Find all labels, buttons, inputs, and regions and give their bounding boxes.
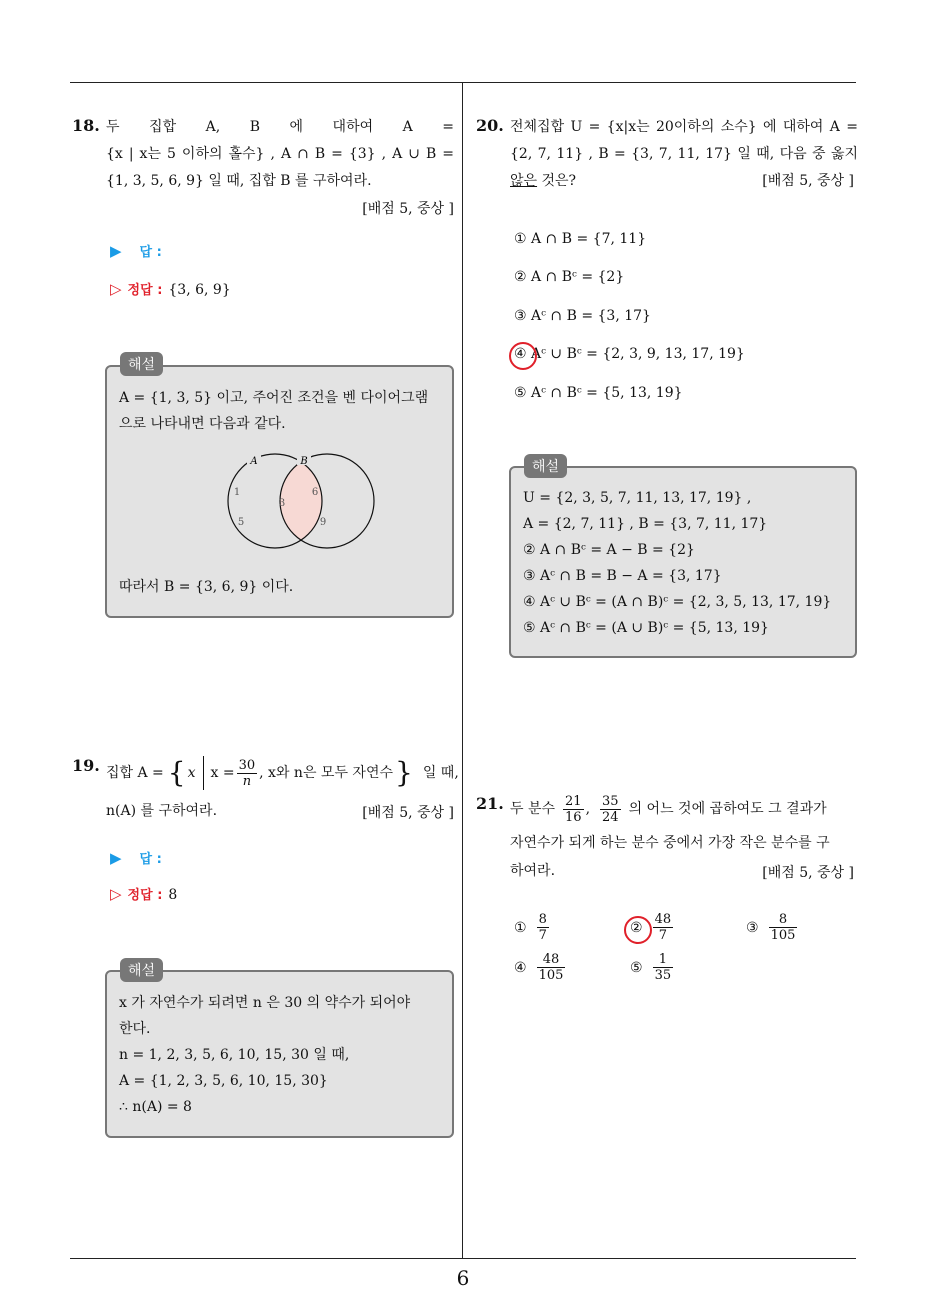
q20-explanation-box xyxy=(509,466,857,658)
q20-choice-4[interactable]: ④ Aᶜ ∪ Bᶜ = {2, 3, 9, 13, 17, 19} xyxy=(514,346,745,362)
q18-explanation-tag: 해설 xyxy=(120,352,163,376)
q19-exp1: x 가 자연수가 되려면 n 은 30 의 약수가 되어야 xyxy=(119,995,411,1011)
q21-post: 의 어느 것에 곱하여도 그 결과가 xyxy=(628,801,827,817)
q20-exp3: ② A ∩ Bᶜ = A − B = {2} xyxy=(523,542,695,558)
q18-exp2: 으로 나타내면 다음과 같다. xyxy=(119,416,286,432)
q21-choice-2-fraction: $\frac{48}{7}$ xyxy=(654,912,672,943)
q21-choice-1-fraction: $\frac{8}{7}$ xyxy=(538,912,547,943)
q19-line2: n(A) 를 구하여라. xyxy=(106,803,218,819)
q19-number: 19. xyxy=(72,756,100,775)
q18-answer-row xyxy=(110,241,162,260)
correct-label: 정답 : xyxy=(127,888,163,903)
q20-exp6: ⑤ Aᶜ ∩ Bᶜ = (A ∪ B)ᶜ = {5, 13, 19} xyxy=(523,620,769,636)
q19-answer-row xyxy=(110,848,162,867)
venn-elem-9: 9 xyxy=(319,517,327,528)
bottom-rule xyxy=(70,1258,856,1259)
q20-meta: [배점 5, 중상 ] xyxy=(762,173,854,189)
page-number: 6 xyxy=(456,1266,470,1290)
q18-line1: 두 집합 A, B 에 대하여 A = xyxy=(106,119,454,135)
q18-exp3: 따라서 B = {3, 6, 9} 이다. xyxy=(119,579,294,595)
q20-line2: {2, 7, 11} , B = {3, 7, 11, 17} 일 때, 다음 중 옳지 xyxy=(510,146,858,162)
q21-line2: 자연수가 되게 하는 분수 중에서 가장 작은 분수를 구 xyxy=(510,835,830,851)
q18-line2: {x | x는 5 이하의 홀수} , A ∩ B = {3} , A ∪ B = xyxy=(106,146,454,162)
q20-number: 20. xyxy=(476,116,504,135)
q19-cond-pre: x = xyxy=(210,764,235,781)
q19-exp3: n = 1, 2, 3, 5, 6, 10, 15, 30 일 때, xyxy=(119,1047,350,1063)
q19-exp4: A = {1, 2, 3, 5, 6, 10, 15, 30} xyxy=(119,1073,328,1089)
venn-label-b: B xyxy=(300,456,308,467)
q20-line3: 않은 것은? xyxy=(510,173,577,189)
q21-choice-5[interactable]: ⑤ $\frac{1}{35}$ xyxy=(630,952,672,983)
q21-meta: [배점 5, 중상 ] xyxy=(762,865,854,881)
answer-label: 답 : xyxy=(139,852,162,867)
q21-line1: 두 분수 $\frac{21}{16}$ , $\frac{35}{24}$ 의 어느 것에 곱하여도 그 결과가 xyxy=(510,794,827,825)
q19-brace-x: x xyxy=(187,764,196,781)
q19-line1: 집합 A = { x x = $\frac{30}{n}$ , x와 n은 모두 자연수 } 일 때, xyxy=(106,756,459,789)
q21-choice-1[interactable]: ① $\frac{8}{7}$ xyxy=(514,912,547,943)
q19-fraction: $\frac{30}{n}$ xyxy=(238,757,256,789)
q21-choice-4-fraction: $\frac{48}{105}$ xyxy=(538,952,564,983)
play-icon: ▶ xyxy=(110,849,122,867)
venn-elem-1: 1 xyxy=(233,487,241,498)
venn-elem-5: 5 xyxy=(237,517,245,528)
q20-underline-word: 않은 xyxy=(510,173,538,189)
q19-correct-row xyxy=(110,884,177,903)
q21-number: 21. xyxy=(476,794,504,813)
correct-value: 8 xyxy=(168,887,178,903)
outline-play-icon: ▷ xyxy=(110,280,122,298)
q18-text xyxy=(106,114,454,195)
q20-exp4: ③ Aᶜ ∩ B = B − A = {3, 17} xyxy=(523,568,722,584)
q20-exp1: U = {2, 3, 5, 7, 11, 13, 17, 19} , xyxy=(523,490,752,506)
q21-line3: 하여라. xyxy=(510,863,556,879)
correct-label: 정답 : xyxy=(127,283,163,298)
q18-exp1: A = {1, 3, 5} 이고, 주어진 조건을 벤 다이어그램 xyxy=(119,390,429,406)
q20-choice-2[interactable]: ② A ∩ Bᶜ = {2} xyxy=(514,269,625,285)
play-icon: ▶ xyxy=(110,242,122,260)
q18-correct-row xyxy=(110,279,231,298)
q19-cond-post: , x와 n은 모두 자연수 xyxy=(259,764,393,781)
selected-answer-circle xyxy=(624,916,652,944)
q18-number: 18. xyxy=(72,116,100,135)
answer-label: 답 : xyxy=(139,245,162,260)
venn-elem-6: 6 xyxy=(311,487,319,498)
q18-line3: {1, 3, 5, 6, 9} 일 때, 집합 B 를 구하여라. xyxy=(106,173,372,189)
q19-meta: [배점 5, 중상 ] xyxy=(362,805,454,821)
q20-exp2: A = {2, 7, 11} , B = {3, 7, 11, 17} xyxy=(523,516,768,532)
q19-pre: 집합 A = xyxy=(106,764,164,781)
selected-answer-circle xyxy=(509,342,537,370)
q19-exp5: ∴ n(A) = 8 xyxy=(119,1099,192,1115)
q19-exp2: 한다. xyxy=(119,1021,151,1037)
q20-choice-5[interactable]: ⑤ Aᶜ ∩ Bᶜ = {5, 13, 19} xyxy=(514,385,683,401)
q18-meta: [배점 5, 중상 ] xyxy=(362,201,454,217)
venn-diagram xyxy=(107,453,452,563)
q21-fraction-2: $\frac{35}{24}$ xyxy=(602,794,619,825)
q20-choice-1[interactable]: ① A ∩ B = {7, 11} xyxy=(514,231,647,247)
outline-play-icon: ▷ xyxy=(110,885,122,903)
venn-elem-3: 3 xyxy=(278,498,286,509)
q18-explanation-box xyxy=(105,365,454,618)
top-rule xyxy=(70,82,856,83)
q21-choice-3-fraction: $\frac{8}{105}$ xyxy=(770,912,796,943)
q20-exp5: ④ Aᶜ ∪ Bᶜ = (A ∩ B)ᶜ = {2, 3, 5, 13, 17, 19} xyxy=(523,594,832,610)
q21-choice-3[interactable]: ③ $\frac{8}{105}$ xyxy=(746,912,796,943)
q19-post: 일 때, xyxy=(422,764,459,781)
q20-explanation-tag: 해설 xyxy=(524,454,567,478)
venn-label-a: A xyxy=(250,456,258,467)
q21-fraction-1: $\frac{21}{16}$ xyxy=(565,794,582,825)
q21-choice-2[interactable]: ② $\frac{48}{7}$ xyxy=(630,912,672,943)
q19-explanation-tag: 해설 xyxy=(120,958,163,982)
q21-choice-4[interactable]: ④ $\frac{48}{105}$ xyxy=(514,952,564,983)
q21-choice-5-fraction: $\frac{1}{35}$ xyxy=(654,952,672,983)
q20-choice-3[interactable]: ③ Aᶜ ∩ B = {3, 17} xyxy=(514,308,651,324)
q19-explanation-box xyxy=(105,970,454,1138)
q21-pre: 두 분수 xyxy=(510,801,556,817)
column-divider xyxy=(462,83,463,1258)
correct-value: {3, 6, 9} xyxy=(168,282,231,298)
q20-line1: 전체집합 U = {x|x는 20이하의 소수} 에 대하여 A = xyxy=(510,119,858,135)
